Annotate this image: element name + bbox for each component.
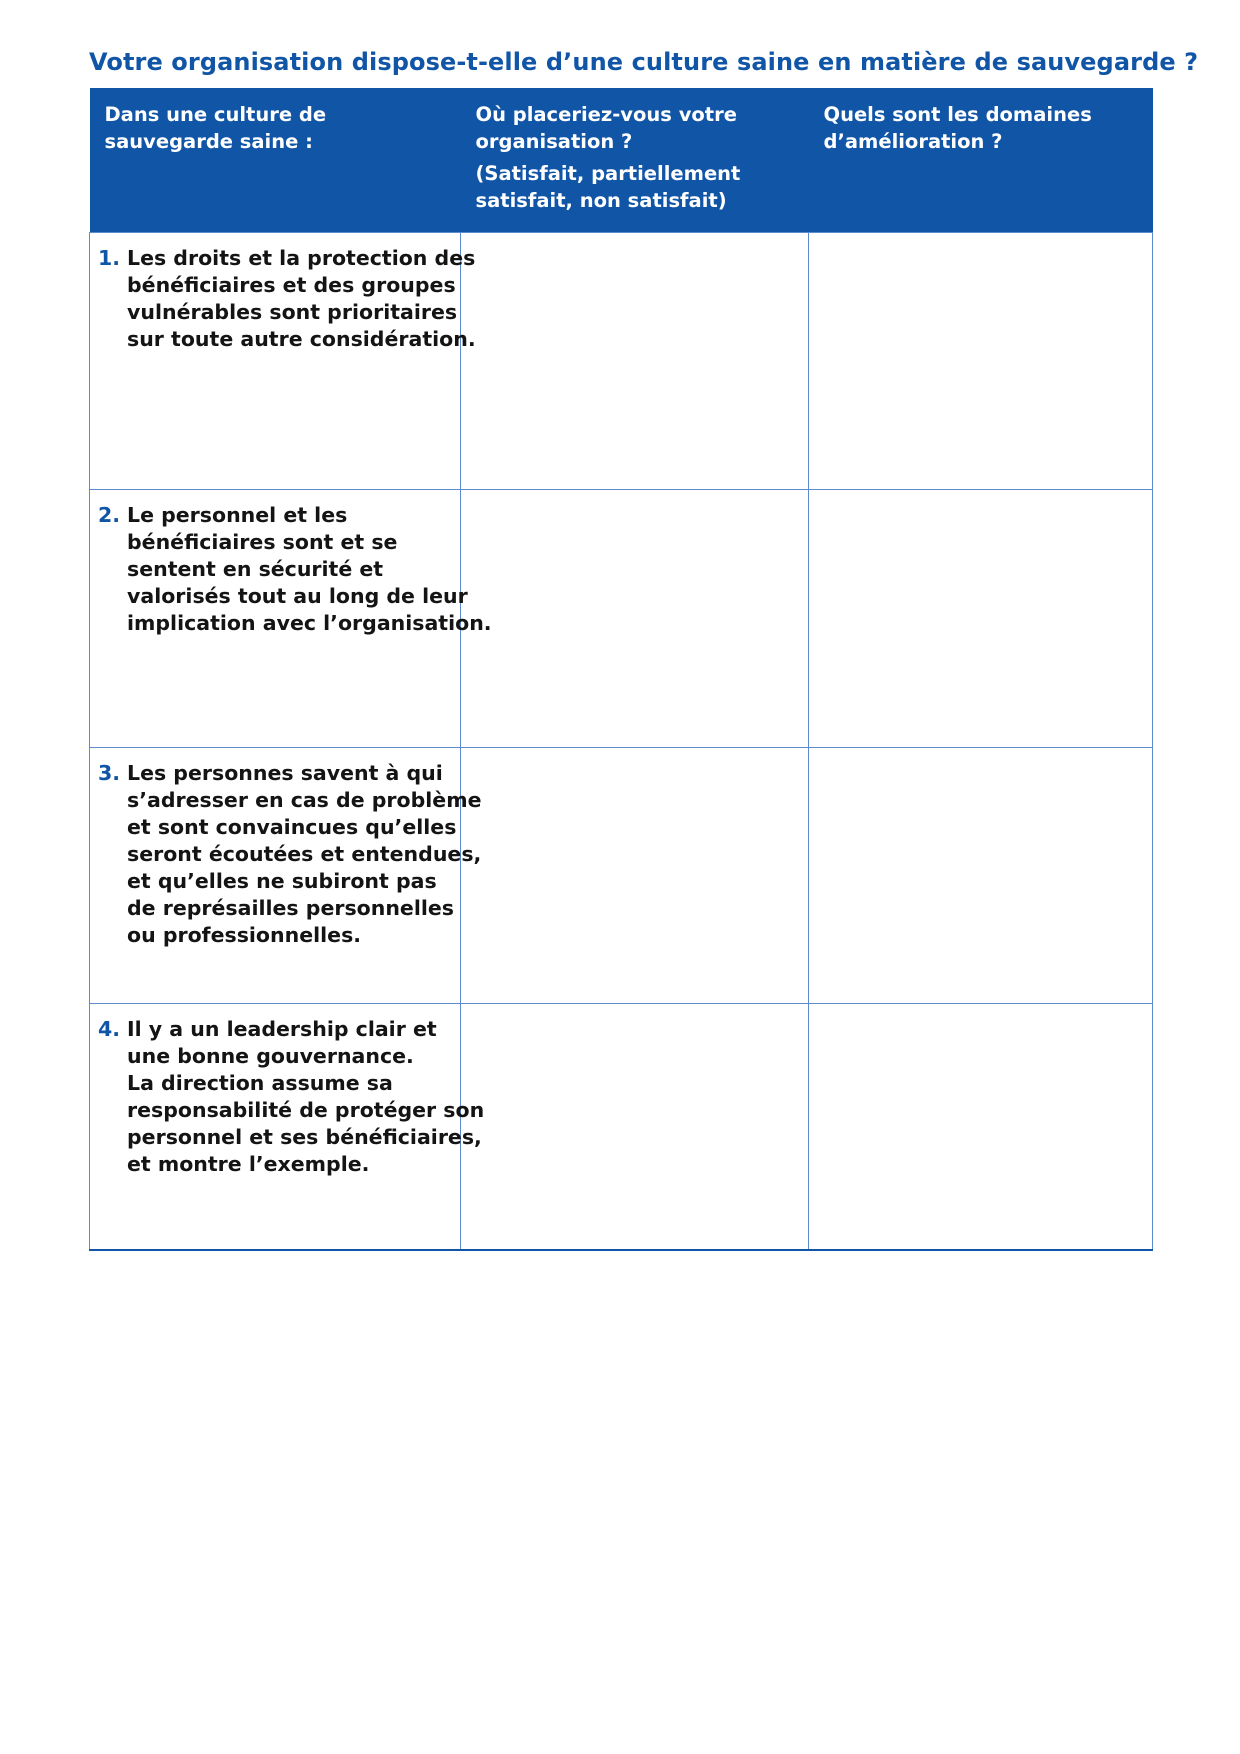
criterion-line: Les droits et la protection des	[127, 246, 476, 270]
criterion-line: et montre l’exemple.	[127, 1152, 370, 1176]
header-placement-options-line: (Satisfait, partiellement	[475, 162, 741, 185]
table-row	[90, 233, 1153, 490]
criterion-line: Le personnel et les	[127, 503, 348, 527]
table-row	[90, 748, 1153, 1004]
header-placement-line: organisation ?	[475, 130, 633, 153]
placement-input-cell[interactable]	[461, 748, 809, 1004]
improvement-field[interactable]	[809, 748, 1152, 1003]
placement-field[interactable]	[461, 490, 808, 747]
header-criteria	[90, 88, 461, 233]
criterion-line: bénéficiaires et des groupes	[127, 273, 456, 297]
table-row	[90, 1004, 1153, 1251]
criterion-text	[127, 245, 476, 353]
placement-input-cell[interactable]	[461, 1004, 809, 1251]
header-placement-line: Où placeriez-vous votre	[475, 103, 737, 126]
header-placement	[461, 88, 809, 233]
criterion-text	[127, 760, 481, 949]
criterion-line: Il y a un leadership clair et	[127, 1017, 437, 1041]
criterion-line: sur toute autre considération.	[127, 327, 476, 351]
improvement-field[interactable]	[809, 1004, 1152, 1249]
criterion-line: responsabilité de protéger son	[127, 1098, 485, 1122]
criterion-line: s’adresser en cas de problème	[127, 788, 482, 812]
header-row	[90, 88, 1153, 233]
header-improvement-line: Quels sont les domaines	[823, 103, 1092, 126]
placement-field[interactable]	[461, 748, 808, 1003]
criterion-line: implication avec l’organisation.	[127, 611, 492, 635]
criterion-cell	[90, 748, 482, 1004]
header-criteria-line: sauvegarde saine :	[104, 130, 313, 153]
placement-input-cell[interactable]	[461, 490, 809, 748]
criterion-line: valorisés tout au long de leur	[127, 584, 468, 608]
header-placement-options-line: satisfait, non satisfait)	[475, 189, 727, 212]
criterion-cell	[90, 490, 492, 748]
criterion-line: et qu’elles ne subiront pas	[127, 869, 437, 893]
safeguarding-assessment-table	[89, 88, 1153, 1251]
criterion-line: et sont convaincues qu’elles	[127, 815, 457, 839]
criterion-line: de représailles personnelles	[127, 896, 454, 920]
criterion-line: seront écoutées et entendues,	[127, 842, 482, 866]
header-criteria-line: Dans une culture de	[104, 103, 327, 126]
criterion-line: bénéficiaires sont et se	[127, 530, 398, 554]
page-title: Votre organisation dispose-t-elle d’une culture saine en matière de sauvegarde ?	[89, 48, 1199, 76]
criterion-number: 3.	[98, 761, 121, 785]
criterion-number: 1.	[98, 246, 121, 270]
table-row	[90, 490, 1153, 748]
placement-input-cell[interactable]	[461, 233, 809, 490]
header-placement-options	[476, 160, 795, 214]
improvement-input-cell[interactable]	[809, 748, 1153, 1004]
criterion-line: ou professionnelles.	[127, 923, 362, 947]
criterion-line: sentent en sécurité et	[127, 557, 384, 581]
criterion-line: La direction assume sa	[127, 1071, 393, 1095]
criterion-line: une bonne gouvernance.	[127, 1044, 414, 1068]
improvement-field[interactable]	[809, 490, 1152, 747]
criterion-number: 4.	[98, 1017, 121, 1041]
criterion-line: Les personnes savent à qui	[127, 761, 443, 785]
criterion-text	[127, 1016, 484, 1178]
criterion-line: personnel et ses bénéficiaires,	[127, 1125, 482, 1149]
criterion-line: vulnérables sont prioritaires	[127, 300, 458, 324]
improvement-input-cell[interactable]	[809, 490, 1153, 748]
criterion-number: 2.	[98, 503, 121, 527]
header-improvement-line: d’amélioration ?	[823, 130, 1003, 153]
criterion-cell	[90, 233, 476, 490]
placement-field[interactable]	[461, 1004, 808, 1249]
header-improvement	[809, 88, 1153, 233]
improvement-field[interactable]	[809, 233, 1152, 489]
criterion-text	[127, 502, 492, 637]
improvement-input-cell[interactable]	[809, 233, 1153, 490]
placement-field[interactable]	[461, 233, 808, 489]
improvement-input-cell[interactable]	[809, 1004, 1153, 1251]
criterion-cell	[90, 1004, 485, 1251]
